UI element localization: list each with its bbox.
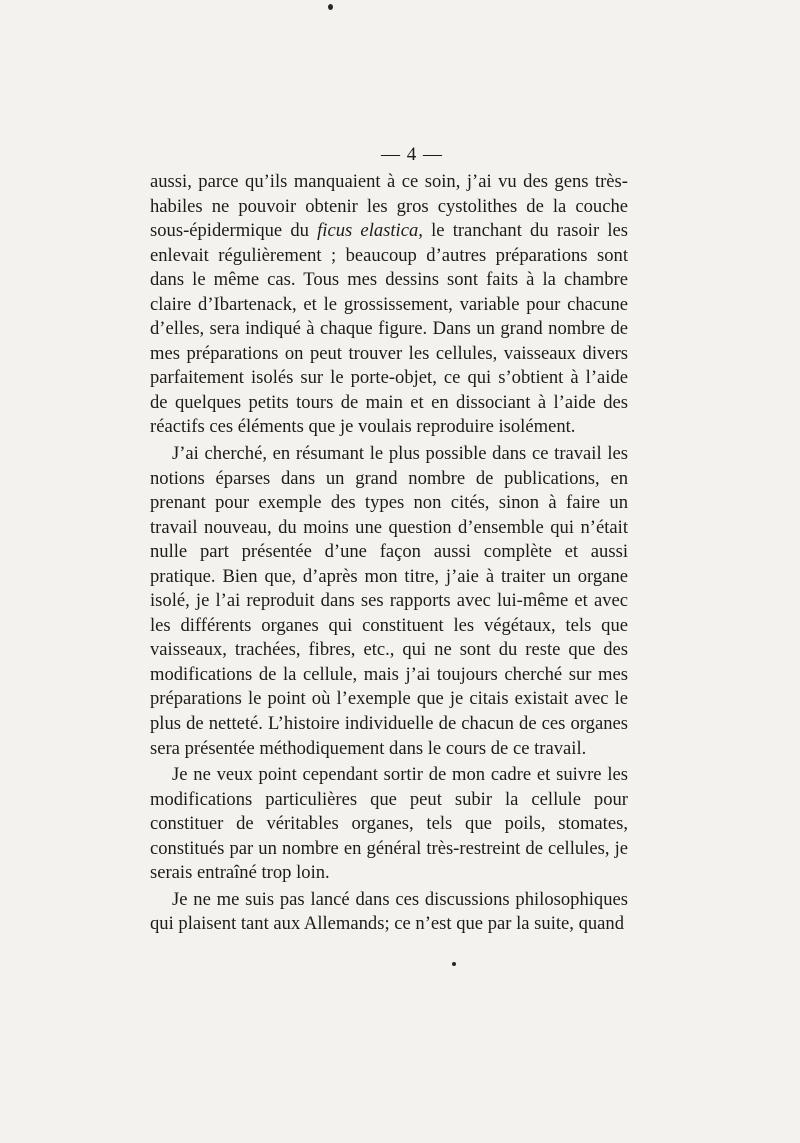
- paragraph-2: J’ai cherché, en résumant le plus possible dans ce travail les notions éparses dans un grand nombre de publications, en prenant pour exemple des types non cités, sinon à faire un travail nouveau, du moins une question d’ensemble qui n’était nulle part présentée d’une façon aussi complète et aussi pratique. Bien que, d’après mon titre, j’aie à traiter un organe isolé, je l’ai reproduit dans ses rapports avec lui-même et avec les différents organes qui constituent les végétaux, tels que vaisseaux, trachées, fibres, etc., qui ne sont du reste que des modifications de la cellule, mais j’ai toujours cherché sur mes préparations le point où l’exemple que je citais existait avec le plus de netteté. L’histoire individuelle de chacun de ces organes sera présentée méthodiquement dans le cours de ce travail.: [150, 443, 628, 759]
- ink-speck: [452, 962, 456, 966]
- paragraph-4: Je ne me suis pas lancé dans ces discussions philosophiques qui plaisent tant aux Allemands; ce n’est que par la suite, quand: [150, 888, 628, 935]
- page-number: — 4 —: [381, 144, 443, 165]
- paragraph-1: [150, 170, 628, 440]
- paragraph-3: Je ne veux point cependant sortir de mon cadre et suivre les modifications particulières que peut subir la cellule pour constituer de véritables organes, tels que poils, stomates, constitués par un nombre en général très-restreint de cellules, je serais entraîné trop loin.: [150, 764, 628, 884]
- body-text: [150, 170, 628, 939]
- ink-speck: [328, 4, 333, 10]
- paragraph-1-text-a: aussi, parce qu’ils manquaient à ce soin, j’ai vu des gens très-habiles ne pouvoir obtenir les gros cystolithes de la couche sous-épidermique du: [150, 171, 628, 242]
- paragraph-1-text-b: le tranchant du rasoir les enlevait régulièrement ; beaucoup d’autres préparations sont dans le même cas. Tous mes dessins sont faits à la chambre claire d’Ibartenack, et le grossissement, variable pour chacune d’elles, sera indiqué à chaque figure. Dans un grand nombre de mes préparations on peut trouver les cellules, vaisseaux divers parfaitement isolés sur le porte-objet, ce qui s’obtient à l’aide de quelques petits tours de main et en dissociant à l’aide des réactifs ces éléments que je voulais reproduire isolément.: [150, 220, 628, 438]
- paragraph-1-italic-term: ficus elastica,: [317, 220, 423, 242]
